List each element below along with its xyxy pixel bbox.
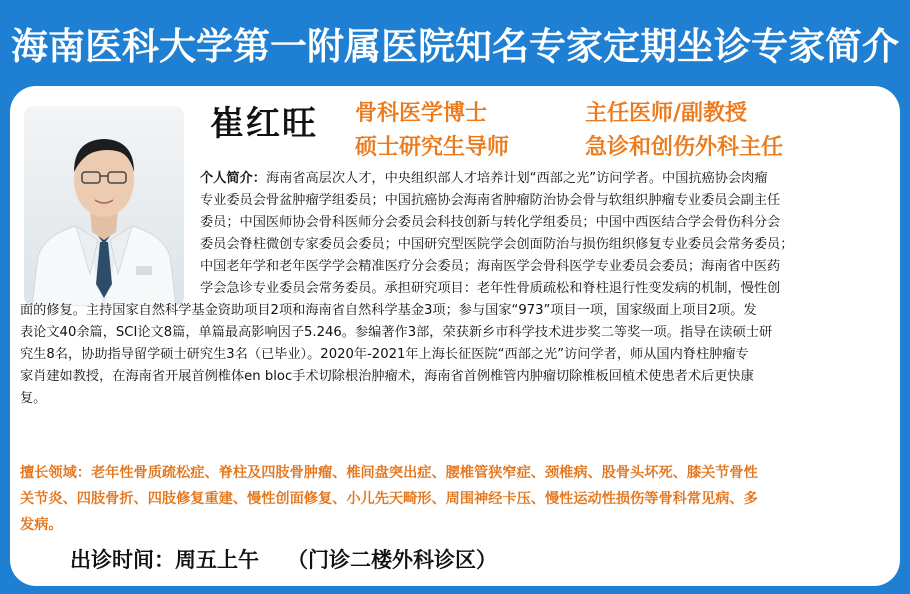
bio-line: 委员会脊柱微创专家委员会委员；中国研究型医院学会创面防治与损伤组织修复专业委员会常务委员；: [200, 237, 794, 252]
bio-line: 面的修复。主持国家自然科学基金资助项目2项和海南省自然科学基金3项；参与国家“973”项目一项，国家级面上项目2项。发: [20, 303, 757, 318]
bio-text: 海南省高层次人才，中央组织部人才培养计划“西部之光”访问学者。中国抗癌协会肉瘤: [265, 171, 768, 186]
bio-line: 学会急诊专业委员会常务委员。承担研究项目：老年性骨质疏松和脊柱退行性变发病的机制，慢性创: [200, 281, 781, 296]
bio-line: 中国老年学和老年医学学会精准医疗分会委员；海南医学会骨科医学专业委员会委员；海南省中医药: [200, 259, 781, 274]
clinic-location: （门诊二楼外科诊区）: [287, 548, 497, 572]
profile-card: [10, 86, 900, 586]
bio-line: 复。: [20, 391, 47, 406]
specialty-line: 发病。: [20, 517, 63, 533]
specialty-line: 擅长领域：老年性骨质疏松症、脊柱及四肢骨肿瘤、椎间盘突出症、腰椎管狭窄症、颈椎病、股骨头坏死、膝关节骨性: [20, 465, 758, 481]
biography: [20, 168, 880, 410]
clinic-schedule: [70, 544, 497, 574]
title-department-director: 急诊和创伤外科主任: [585, 135, 784, 160]
page-title: 海南医科大学第一附属医院知名专家定期坐诊专家简介: [11, 25, 899, 68]
header-banner: [0, 0, 910, 86]
title-chief-physician: 主任医师/副教授: [585, 101, 748, 126]
bio-line: 表论文40余篇，SCI论文8篇，单篇最高影响因子5.246。参编著作3部，荣获新乡市科学技术进步奖二等奖一项。指导在读硕士研: [20, 325, 773, 340]
title-phd: 骨科医学博士: [355, 101, 488, 126]
bio-line: 家肖建如教授，在海南省开展首例椎体en bloc手术切除根治肿瘤术，海南省首例椎管内肿瘤切除椎板回植术使患者术后更快康: [20, 369, 754, 384]
clinic-time: 出诊时间：周五上午: [70, 548, 259, 572]
bio-line: 专业委员会骨盆肿瘤学组委员；中国抗癌协会海南省肿瘤防治协会骨与软组织肿瘤专业委员会副主任: [200, 193, 781, 208]
bio-line: 究生8名，协助指导留学硕士研究生3名（已毕业）。2020年-2021年上海长征医院“西部之光”访问学者，师从国内脊柱肿瘤专: [20, 347, 749, 362]
bio-line: [20, 168, 880, 190]
specialty-section: [20, 460, 880, 538]
bio-label: 个人简介：: [200, 171, 266, 186]
bio-line: 委员；中国医师协会骨科医师分会委员会科技创新与转化学组委员；中国中西医结合学会骨伤科分会: [200, 215, 781, 230]
title-supervisor: 硕士研究生导师: [355, 135, 510, 160]
specialty-line: 关节炎、四肢骨折、四肢修复重建、慢性创面修复、小儿先天畸形、周围神经卡压、慢性运动性损伤等骨科常见病、多: [20, 491, 758, 507]
doctor-name: 崔红旺: [210, 104, 318, 144]
